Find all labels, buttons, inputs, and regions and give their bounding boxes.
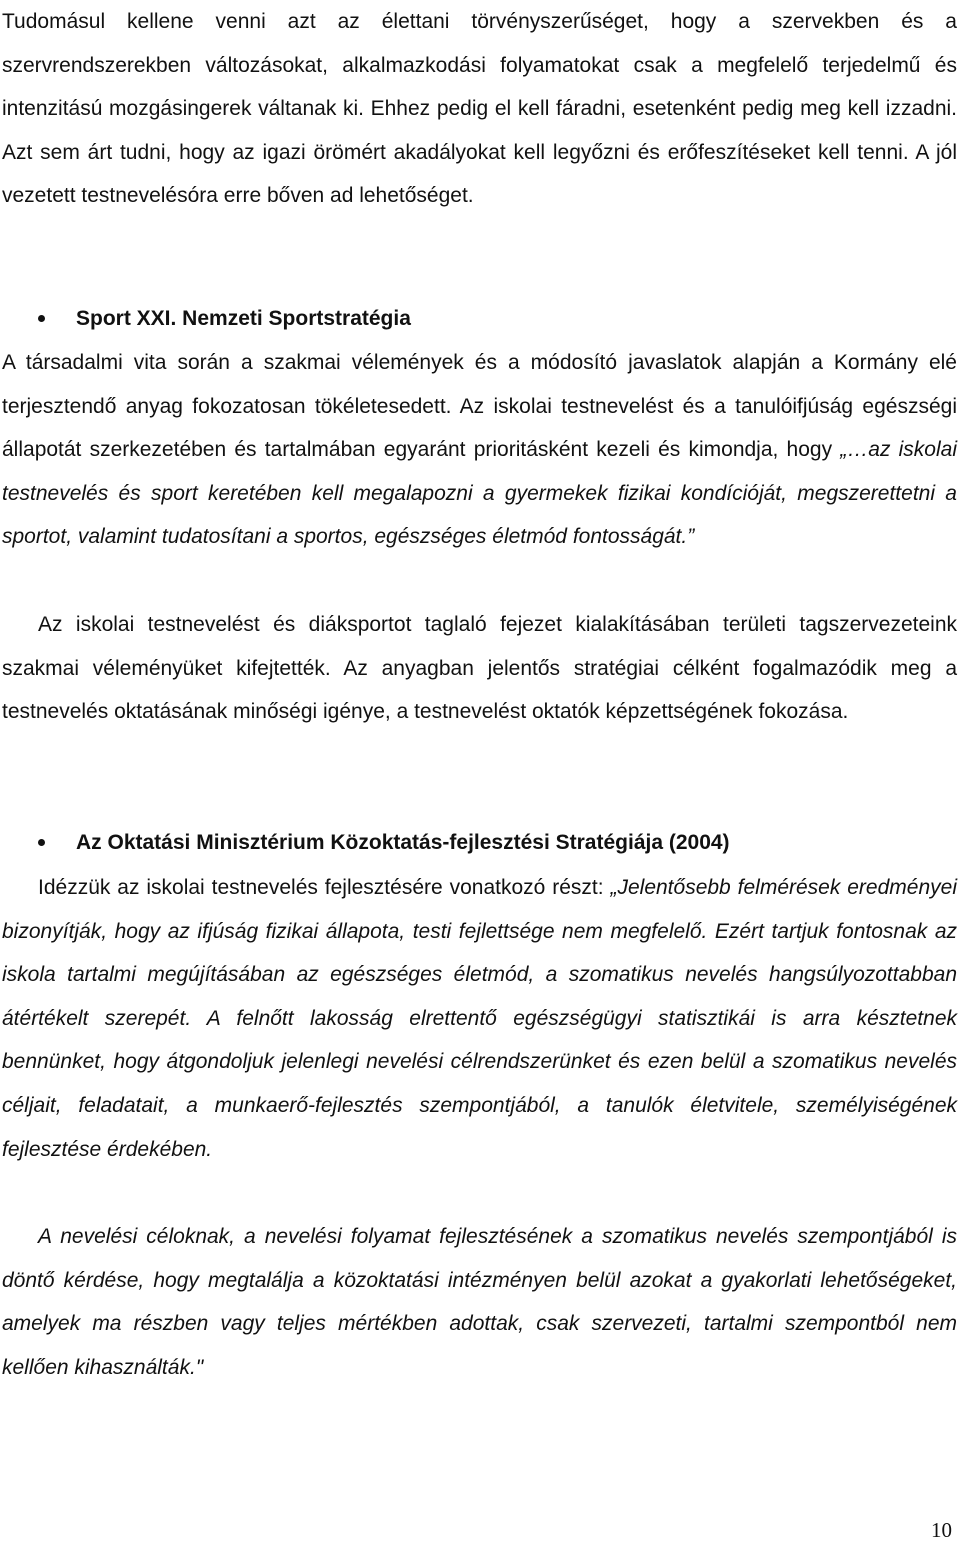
school-pe-paragraph: Az iskolai testnevelést és diáksportot taglaló fejezet kialakításában területi tagszervezeteink szakmai véleményüket kifejtették. Az anyagban jelentős stratégiai célként fogalmazódik meg a testnevelés oktatásának minőségi igénye, a testnevelést oktatók képzettségének fokozása. bbox=[2, 613, 957, 724]
heading-text: Az Oktatási Minisztérium Közoktatás-fejlesztési Stratégiája (2004) bbox=[76, 831, 730, 854]
quoted-text: „…az iskolai testnevelés és sport keretében kell megalapozni a gyermekek fizikai kondícióját, megszerettetni a sportot, valamint tudatosítani a sportos, egészséges életmód fontosságát.” bbox=[2, 438, 957, 549]
section-heading-sport-xxi bbox=[0, 297, 955, 341]
intro-paragraph: Tudomásul kellene venni azt az élettani törvényszerűséget, hogy a szervekben és a szervrendszerekben változásokat, alkalmazkodási folyamatokat csak a megfelelő terjedelmű és intenzitású mozgásingerek váltanak ki. Ehhez pedig el kell fáradni, esetenként pedig meg kell izzadni. Azt sem árt tudni, hogy az igazi örömért akadályokat kell legyőzni és erőfeszítéseket kell tenni. A jól vezetett testnevelésóra erre bőven ad lehetőséget. bbox=[2, 10, 957, 208]
paragraph-text: Idézzük az iskolai testnevelés fejlesztésére vonatkozó részt: bbox=[38, 876, 611, 899]
heading-text: Sport XXI. Nemzeti Sportstratégia bbox=[76, 307, 411, 330]
quoted-text: A nevelési céloknak, a nevelési folyamat fejlesztésének a szomatikus nevelés szempontjából is döntő kérdése, hogy megtalálja a közoktatási intézményen belül azokat a gyakorlati lehetőségeket, amelyek ma részben vagy teljes mértékben adottak, csak szervezeti, tartalmi szempontból nem kellően kihasználták." bbox=[2, 1225, 957, 1379]
bullet-icon bbox=[38, 839, 45, 846]
bullet-icon bbox=[38, 315, 45, 322]
paragraph-text: A társadalmi vita során a szakmai vélemények és a módosító javaslatok alapján a Kormány elé terjesztendő anyag fokozatosan tökéletesedett. Az iskolai testnevelést és a tanulóifjúság egészségi állapotát szerkezetében és tartalmában egyaránt prioritásként kezeli és kimondja, hogy bbox=[2, 351, 957, 462]
ministry-quote-paragraph bbox=[2, 866, 957, 1171]
sport-strategy-paragraph bbox=[2, 341, 957, 559]
quoted-text: „Jelentősebb felmérések eredményei bizonyítják, hogy az ifjúság fizikai állapota, testi fejlettsége nem megfelelő. Ezért tartjuk fontosnak az iskola tartalmi megújításában az egészséges életmód, a szomatikus nevelés hangsúlyozottabban átértékelt szerepét. A felnőtt lakosság elrettentő egészségügyi statisztikái is arra késztetnek bennünket, hogy átgondoljuk jelenlegi nevelési célrendszerünket és ezen belül a szomatikus nevelés céljait, feladatait, a munkaerő-fejlesztés szempontjából, a tanulók életvitele, személyiségének fejlesztése érdekében. bbox=[2, 876, 957, 1161]
section-heading-ministry-strategy bbox=[0, 821, 955, 865]
page-number: 10 bbox=[931, 1518, 952, 1542]
ministry-quote-continuation bbox=[2, 1215, 957, 1389]
